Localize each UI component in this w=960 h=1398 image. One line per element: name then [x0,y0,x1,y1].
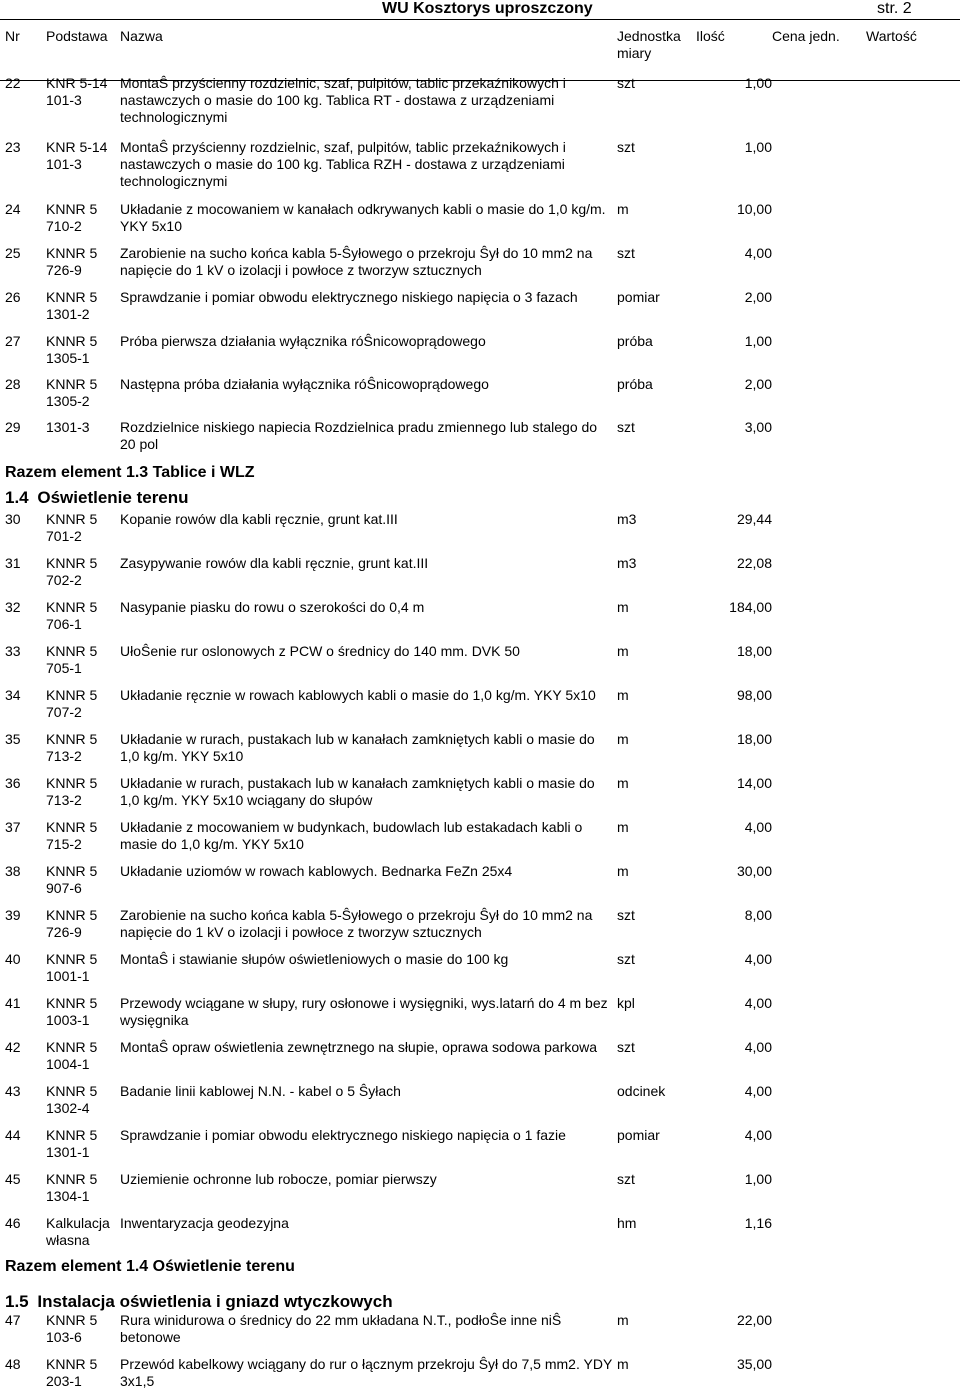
section-number: 1.4 [5,488,29,507]
col-podstawa: Podstawa [46,28,108,44]
row-opis: Przewody wciągane w słupy, rury osłonowe i wysięgniki, wys.latarń do 4 m bez wysięgnika [120,995,608,1028]
row-nr: 26 [5,289,21,305]
row-ilosc: 14,00 [736,775,772,791]
row-opis: Układanie z mocowaniem w kanałach odkrywanych kabli o masie do 1,0 kg/m. YKY 5x10 [120,201,606,234]
row-kod: KNNR 5 103-6 [46,1312,98,1345]
row-nr: 46 [5,1215,21,1231]
row-kod: KNNR 5 1003-1 [46,995,98,1028]
row-nr: 48 [5,1356,21,1372]
row-nr: 25 [5,245,21,261]
row-nr: 41 [5,995,21,1011]
row-opis: Próba pierwsza działania wyłącznika róŜnicowoprądowego [120,333,486,349]
row-nr: 35 [5,731,21,747]
summary-element-1-3: Razem element 1.3 Tablice i WLZ [5,464,255,481]
row-opis: Układanie w rurach, pustakach lub w kanałach zamkniętych kabli o masie do 1,0 kg/m. YKY 5x10 wciągany do słupów [120,775,595,808]
row-nr: 22 [5,75,21,91]
row-ilosc: 4,00 [744,245,772,261]
row-jm: próba [617,376,653,392]
row-ilosc: 18,00 [736,731,772,747]
row-nr: 47 [5,1312,21,1328]
row-kod: KNNR 5 710-2 [46,201,98,234]
row-kod: KNNR 5 1001-1 [46,951,98,984]
row-kod: KNNR 5 1004-1 [46,1039,98,1072]
row-opis: Uziemienie ochronne lub robocze, pomiar pierwszy [120,1171,437,1187]
row-nr: 34 [5,687,21,703]
row-ilosc: 1,00 [744,1171,772,1187]
row-ilosc: 35,00 [736,1356,772,1372]
row-opis: Sprawdzanie i pomiar obwodu elektrycznego niskiego napięcia o 1 fazie [120,1127,566,1143]
row-nr: 30 [5,511,21,527]
row-jm: szt [617,951,635,967]
row-opis: Badanie linii kablowej N.N. - kabel o 5 Ŝyłach [120,1083,401,1099]
row-ilosc: 29,44 [736,511,772,527]
row-kod: KNNR 5 702-2 [46,555,98,588]
row-jm: m [617,775,629,791]
row-jm: m [617,1312,629,1328]
row-ilosc: 2,00 [744,289,772,305]
row-opis: MontaŜ przyścienny rozdzielnic, szaf, pulpitów, tablic przekaźnikowych i nastawczych o masie do 100 kg. Tablica RT - dostawa z urządzeniami technologicznymi [120,75,566,125]
row-ilosc: 1,16 [744,1215,772,1231]
row-ilosc: 4,00 [744,1127,772,1143]
row-kod: KNNR 5 1305-1 [46,333,98,366]
row-ilosc: 1,00 [744,75,772,91]
row-kod: KNNR 5 701-2 [46,511,98,544]
row-kod: KNNR 5 1304-1 [46,1171,98,1204]
row-opis: Kopanie rowów dla kabli ręcznie, grunt kat.III [120,511,398,527]
section-title: Oświetlenie terenu [37,488,189,507]
row-opis: Przewód kabelkowy wciągany do rur o łącznym przekroju Ŝył do 7,5 mm2. YDY 3x1,5 [120,1356,613,1389]
row-opis: UłoŜenie rur oslonowych z PCW o średnicy do 140 mm. DVK 50 [120,643,520,659]
row-opis: Układanie z mocowaniem w budynkach, budowlach lub estakadach kabli o masie do 1,0 kg/m. YKY 5x10 [120,819,583,852]
row-jm: szt [617,419,635,435]
row-ilosc: 8,00 [744,907,772,923]
row-ilosc: 30,00 [736,863,772,879]
document-title: WU Kosztorys uproszczony [382,0,593,17]
row-jm: pomiar [617,1127,660,1143]
row-jm: m3 [617,555,637,571]
row-opis: Inwentaryzacja geodezyjna [120,1215,289,1231]
row-jm: szt [617,245,635,261]
column-header [0,19,960,81]
section-title: Instalacja oświetlenia i gniazd wtyczkowych [37,1292,393,1311]
page-number: str. 2 [877,0,912,17]
col-cena: Cena jedn. [772,28,840,44]
row-jm: hm [617,1215,637,1231]
row-ilosc: 4,00 [744,951,772,967]
row-ilosc: 1,00 [744,139,772,155]
section-heading-1-5 [5,1292,397,1311]
row-jm: m [617,643,629,659]
row-nr: 33 [5,643,21,659]
row-kod: 1301-3 [46,419,90,435]
row-opis: MontaŜ przyścienny rozdzielnic, szaf, pulpitów, tablic przekaźnikowych i nastawczych o masie do 100 kg. Tablica RZH - dostawa z urządzeniami technologicznymi [120,139,566,189]
row-opis: Sprawdzanie i pomiar obwodu elektrycznego niskiego napięcia o 3 fazach [120,289,578,305]
row-nr: 29 [5,419,21,435]
row-ilosc: 4,00 [744,1039,772,1055]
row-nr: 45 [5,1171,21,1187]
row-ilosc: 18,00 [736,643,772,659]
row-ilosc: 4,00 [744,1083,772,1099]
row-nr: 23 [5,139,21,155]
row-kod: KNNR 5 907-6 [46,863,98,896]
col-nazwa: Nazwa [120,28,163,44]
row-opis: Układanie ręcznie w rowach kablowych kabli o masie do 1,0 kg/m. YKY 5x10 [120,687,596,703]
row-kod: KNNR 5 203-1 [46,1356,98,1389]
row-nr: 39 [5,907,21,923]
row-jm: m [617,819,629,835]
row-nr: 28 [5,376,21,392]
row-nr: 42 [5,1039,21,1055]
row-kod: KNNR 5 705-1 [46,643,98,676]
row-ilosc: 10,00 [736,201,772,217]
row-jm: m3 [617,511,637,527]
row-kod: KNNR 5 726-9 [46,245,98,278]
section-heading-1-4 [5,488,193,507]
row-jm: odcinek [617,1083,666,1099]
row-opis: Nasypanie piasku do rowu o szerokości do 0,4 m [120,599,425,615]
row-kod: KNNR 5 706-1 [46,599,98,632]
row-jm: m [617,863,629,879]
row-nr: 40 [5,951,21,967]
row-opis: MontaŜ opraw oświetlenia zewnętrznego na słupie, oprawa sodowa parkowa [120,1039,598,1055]
row-opis: Rura winidurowa o średnicy do 22 mm układana N.T., podłoŜe inne niŜ betonowe [120,1312,562,1345]
row-kod: KNNR 5 1302-4 [46,1083,98,1116]
row-opis: Zasypywanie rowów dla kabli ręcznie, grunt kat.III [120,555,429,571]
row-opis: MontaŜ i stawianie słupów oświetleniowych o masie do 100 kg [120,951,509,967]
row-nr: 36 [5,775,21,791]
row-jm: próba [617,333,653,349]
row-jm: szt [617,1171,635,1187]
row-opis: Następna próba działania wyłącznika róŜnicowoprądowego [120,376,489,392]
row-nr: 44 [5,1127,21,1143]
row-nr: 31 [5,555,21,571]
row-jm: m [617,687,629,703]
row-kod: KNNR 5 707-2 [46,687,98,720]
section-number: 1.5 [5,1292,29,1311]
row-jm: szt [617,907,635,923]
row-nr: 38 [5,863,21,879]
row-kod: KNNR 5 713-2 [46,731,98,764]
row-kod: Kalkulacja własna [46,1215,110,1248]
row-kod: KNR 5-14 101-3 [46,139,108,172]
row-jm: m [617,1356,629,1372]
summary-element-1-4: Razem element 1.4 Oświetlenie terenu [5,1258,295,1275]
row-ilosc: 3,00 [744,419,772,435]
row-opis: Układanie uziomów w rowach kablowych. Bednarka FeZn 25x4 [120,863,513,879]
row-opis: Zarobienie na sucho końca kabla 5-Ŝyłowego o przekroju Ŝył do 10 mm2 na napięcie do 1 kV o izolacji i powłoce z tworzyw sztucznych [120,245,593,278]
row-jm: m [617,731,629,747]
row-kod: KNNR 5 713-2 [46,775,98,808]
row-ilosc: 22,00 [736,1312,772,1328]
row-kod: KNNR 5 715-2 [46,819,98,852]
row-ilosc: 184,00 [729,599,772,615]
row-ilosc: 2,00 [744,376,772,392]
row-ilosc: 22,08 [736,555,772,571]
row-nr: 43 [5,1083,21,1099]
row-jm: szt [617,139,635,155]
col-jednostka: Jednostka miary [617,28,681,61]
row-jm: m [617,201,629,217]
row-nr: 37 [5,819,21,835]
row-kod: KNNR 5 1301-2 [46,289,98,322]
row-kod: KNNR 5 1305-2 [46,376,98,409]
row-nr: 32 [5,599,21,615]
row-jm: szt [617,75,635,91]
col-ilosc: Ilość [696,28,725,44]
row-ilosc: 4,00 [744,995,772,1011]
row-nr: 27 [5,333,21,349]
row-ilosc: 1,00 [744,333,772,349]
row-jm: m [617,599,629,615]
row-kod: KNNR 5 1301-1 [46,1127,98,1160]
row-ilosc: 98,00 [736,687,772,703]
row-opis: Rozdzielnice niskiego napiecia Rozdzielnica pradu zmiennego lub stalego do 20 pol [120,419,598,452]
row-kod: KNR 5-14 101-3 [46,75,108,108]
row-jm: kpl [617,995,635,1011]
row-opis: Układanie w rurach, pustakach lub w kanałach zamkniętych kabli o masie do 1,0 kg/m. YKY 5x10 [120,731,595,764]
row-nr: 24 [5,201,21,217]
row-ilosc: 4,00 [744,819,772,835]
col-nr: Nr [5,28,20,44]
row-opis: Zarobienie na sucho końca kabla 5-Ŝyłowego o przekroju Ŝył do 10 mm2 na napięcie do 1 kV o izolacji i powłoce z tworzyw sztucznych [120,907,593,940]
col-wartosc: Wartość [866,28,917,44]
row-jm: szt [617,1039,635,1055]
row-kod: KNNR 5 726-9 [46,907,98,940]
row-jm: pomiar [617,289,660,305]
